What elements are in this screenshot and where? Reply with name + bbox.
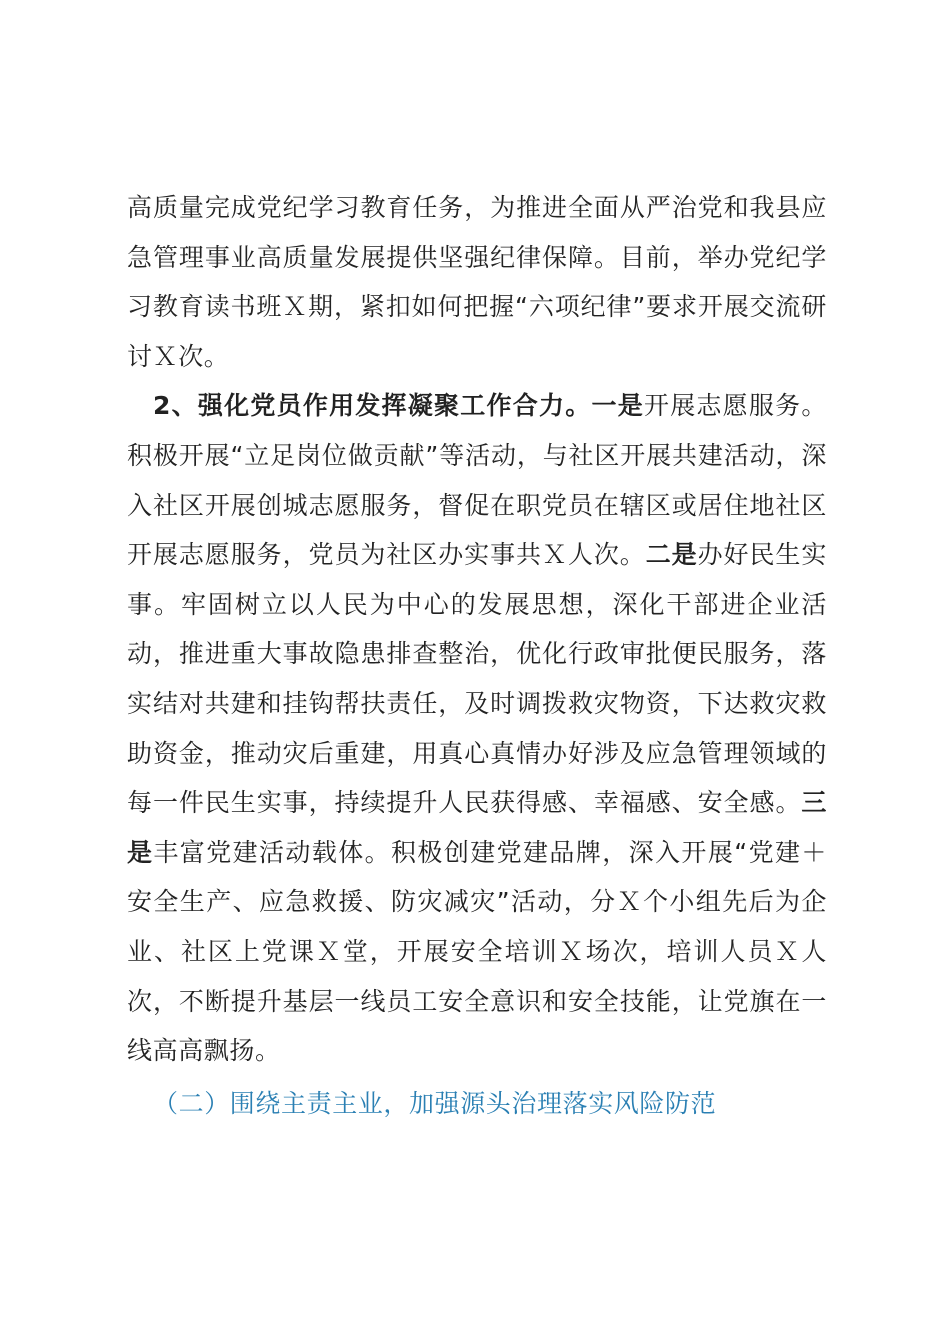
item-marker-2: 二是 xyxy=(645,540,698,570)
paragraph-text: 高质量完成党纪学习教育任务，为推进全面从严治党和我县应急管理事业高质量发展提供坚强纪律保障。目前，举办党纪学习教育读书班Ｘ期，紧扣如何把握“六项纪律”要求开展交流研讨Ｘ次。 xyxy=(127,193,827,371)
document-body xyxy=(127,183,827,1128)
item-text-3: 丰富党建活动载体。积极创建党建品牌，深入开展“党建＋安全生产、应急救援、防灾减灾”活动，分Ｘ个小组先后为企业、社区上党课Ｘ堂，开展安全培训Ｘ场次，培训人员Ｘ人次，不断提升基层一线员工安全意识和安全技能，让党旗在一线高高飘扬。 xyxy=(127,837,827,1066)
paragraph-party-members xyxy=(127,381,827,1075)
item-marker-3: 三是 xyxy=(127,788,827,867)
item-marker-1: 一是 xyxy=(591,391,644,421)
item-text-2: 办好民生实事。牢固树立以人民为中心的发展思想，深化干部进企业活动，推进重大事故隐患排查整治，优化行政审批便民服务，落实结对共建和挂钩帮扶责任，及时调拨救灾物资，下达救灾救助资金，推动灾后重建，用真心真情办好涉及应急管理领域的每一件民生实事，持续提升人民获得感、幸福感、安全感。 xyxy=(127,540,827,818)
item-text-1: 开展志愿服务。积极开展“立足岗位做贡献”等活动，与社区开展共建活动，深入社区开展创城志愿服务，督促在职党员在辖区或居住地社区开展志愿服务，党员为社区办实事共Ｘ人次。 xyxy=(127,391,827,570)
section-heading: （二）围绕主责主业，加强源头治理落实风险防范 xyxy=(153,1088,717,1118)
paragraph-continuation xyxy=(127,183,827,381)
paragraph-heading: 2、强化党员作用发挥凝聚工作合力。 xyxy=(153,391,592,421)
